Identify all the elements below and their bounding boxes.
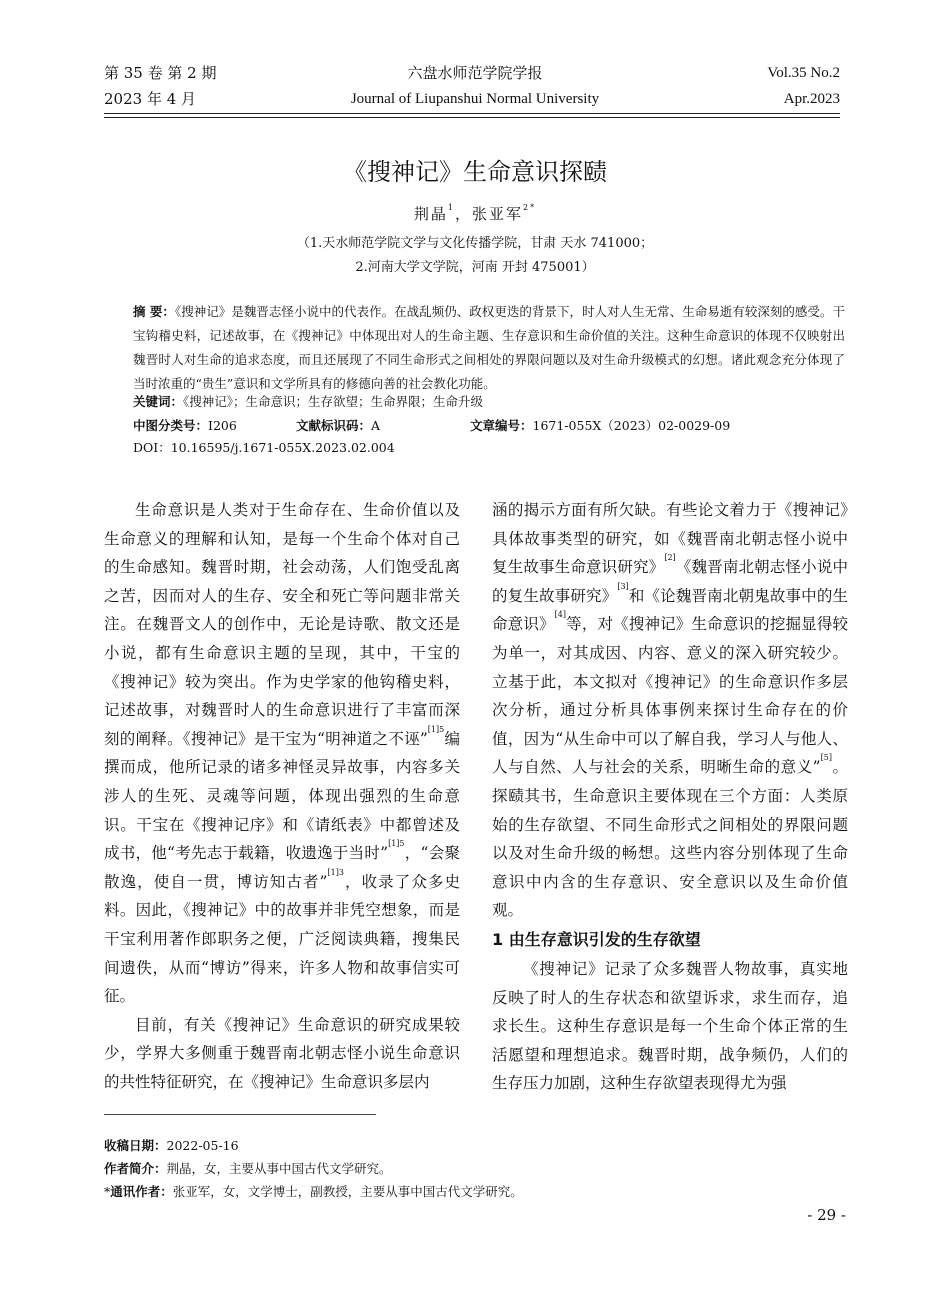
- volume-issue: 第 35 卷 第 2 期: [104, 64, 217, 82]
- header-rule-2: [104, 117, 840, 118]
- text-run: 等，对《搜神记》生命意识的挖掘显得较为单一，对其成因、内容、意义的深入研究较少。立基于此，本文拟对《搜神记》的生命意识作多层次分析，通过分析具体事例来探讨生命存在的价值，因为“从生命中可以了解自我，学习人与他人、人与自然、人与社会的关系，明晰生命的意义”: [492, 615, 848, 777]
- clc-label: 中图分类号：: [133, 418, 209, 433]
- journal-name-cn: 六盘水师范学院学报: [407, 64, 543, 82]
- text-run: 和《论魏晋南北朝鬼故事中的生命意识》: [492, 586, 848, 634]
- paragraph: [104, 496, 460, 1011]
- volume-en: Vol.35 No.2: [767, 65, 840, 81]
- citation: [5]: [820, 753, 832, 763]
- text-run: 涵的揭示方面有所欠缺。有些论文着力于《搜神记》具体故事类型的研究，如《魏晋南北朝志怪小说中复生故事生命意识研究》: [492, 501, 848, 577]
- section-heading: 1 由生存意识引发的生存欲望: [492, 929, 701, 949]
- corresponding-star: *: [104, 1184, 111, 1199]
- document-code: [296, 414, 380, 438]
- date-en: Apr.2023: [783, 91, 840, 107]
- text-run: 。探赜其书，生命意识主要体现在三个方面：人类原始的生存欲望、不同生命形式之间相处的界限问题以及对生命升级的畅想。这些内容分别体现了生命意识中内含的生存意识、安全意识以及生命价值观。: [492, 758, 848, 920]
- paragraph: [492, 496, 848, 925]
- header-rule: [104, 113, 840, 114]
- corresponding-text: 张亚军，女，文学博士，副教授，主要从事中国古代文学研究。: [172, 1184, 523, 1199]
- body-right-column: [492, 496, 848, 1098]
- author-bio-text: 荆晶，女，主要从事中国古代文学研究。: [166, 1161, 392, 1176]
- abstract-label: 摘 要：: [133, 304, 175, 319]
- text-run: ，收录了众多史料。因此，《搜神记》中的故事并非凭空想象，而是干宝利用著作郎职务之便，广泛阅读典籍，搜集民间遗佚，从而“博访”得来，许多人物和故事信实可征。: [104, 872, 460, 1006]
- text-run: 生命意识是人类对于生命存在、生命价值以及生命意义的理解和认知，是每一个生命个体对自己的生命感知。魏晋时期，社会动荡，人们饱受乱离之苦，因而对人的生存、安全和死亡等问题非常关注。在魏晋文人的创作中，无论是诗歌、散文还是小说，都有生命意识主题的呈现，其中，干宝的《搜神记》较为突出。作为史学家的他钩稽史料，记述故事，对魏晋时人的生命意识进行了丰富而深刻的阐释。《搜神记》是干宝为“明神道之不诬”: [104, 501, 460, 748]
- doc-code-label: 文献标识码：: [296, 418, 372, 433]
- body-left-column: [104, 496, 460, 1096]
- author-2-affil: 2*: [523, 203, 537, 212]
- affiliation-2: 2.河南大学文学院，河南 开封 475001）: [355, 260, 595, 275]
- author-bio: [104, 1157, 392, 1181]
- citation: [3]: [617, 581, 629, 591]
- text-run: 《魏晋南北朝志怪小说中的复生故事研究》: [492, 558, 848, 605]
- abstract-text: 《搜神记》是魏晋志怪小说中的代表作。在战乱频仍、政权更迭的背景下，时人对人生无常、生命易逝有较深刻的感受。干宝钩稽史料，记述故事，在《搜神记》中体现出对人的生命主题、生存意识和生命价值的关注。这种生命意识的体现不仅映射出魏晋时人对生命的追求态度，而且还展现了不同生命形式之间相处的界限问题以及对生命升级模式的幻想。诸此观念充分体现了当时浓重的“贵生”意识和文学所具有的修德向善的社会教化功能。: [133, 304, 845, 391]
- doc-code-value: A: [371, 418, 381, 433]
- article-title: 《搜神记》生命意识探赜: [343, 158, 607, 186]
- clc-number: [133, 414, 237, 438]
- issue-date: 2023 年 4 月: [104, 90, 197, 108]
- citation: [1]3: [327, 867, 344, 877]
- footnote-rule: [104, 1114, 376, 1115]
- article-number-label: 文章编号：: [470, 418, 533, 433]
- page-number: - 29 -: [807, 1206, 846, 1224]
- keywords-label: 关键词：: [133, 394, 184, 409]
- author-line: [0, 203, 950, 224]
- doi: DOI：10.16595/j.1671-055X.2023.02.004: [133, 440, 395, 455]
- citation: [4]: [554, 610, 567, 620]
- received-date: [104, 1134, 239, 1158]
- author-1: 荆晶: [413, 205, 448, 223]
- received-value: 2022-05-16: [166, 1138, 239, 1153]
- keywords-text: 《搜神记》；生命意识；生存欲望；生命界限；生命升级: [183, 394, 484, 409]
- corresponding-author: [104, 1180, 523, 1204]
- abstract: [133, 300, 845, 396]
- corresponding-label: 通讯作者：: [110, 1184, 173, 1199]
- journal-name-en: Journal of Liupanshui Normal University: [350, 91, 600, 107]
- article-number: [470, 414, 730, 438]
- author-2: 张亚军: [472, 205, 524, 223]
- citation: [2]: [664, 553, 676, 563]
- citation: [1]5: [427, 724, 445, 734]
- article-number-value: 1671-055X（2023）02-0029-09: [532, 418, 731, 433]
- affiliation-1: （1.天水师范学院文学与文化传播学院，甘肃 天水 741000；: [296, 236, 654, 251]
- paragraph: 《搜神记》记录了众多魏晋人物故事，真实地反映了时人的生存状态和欲望诉求，求生而存，追求长生。这种生存意识是每一个生命个体正常的生活愿望和理想追求。魏晋时期，战争频仍，人们的生存压力加剧，这种生存欲望表现得尤为强: [492, 959, 848, 1093]
- author-separator: ，: [454, 205, 472, 223]
- text-run: ，“会聚散逸，使自一贯，博访知古者”: [104, 844, 460, 891]
- keywords: [133, 390, 483, 414]
- author-1-affil: 1: [447, 203, 455, 212]
- paragraph: 目前，有关《搜神记》生命意识的研究成果较少，学界大多侧重于魏晋南北朝志怪小说生命意识的共性特征研究，在《搜神记》生命意识多层内: [104, 1015, 460, 1091]
- text-run: 编撰而成，他所记录的诸多神怪灵异故事，内容多关涉人的生死、灵魂等问题，体现出强烈的生命意识。干宝在《搜神记序》和《请纸表》中都曾述及成书，他“考先志于载籍，收遗逸于当时”: [104, 729, 460, 863]
- citation: [1]5: [388, 839, 405, 849]
- received-label: 收稿日期：: [104, 1138, 167, 1153]
- author-bio-label: 作者简介：: [104, 1161, 167, 1176]
- clc-value: I206: [208, 418, 237, 433]
